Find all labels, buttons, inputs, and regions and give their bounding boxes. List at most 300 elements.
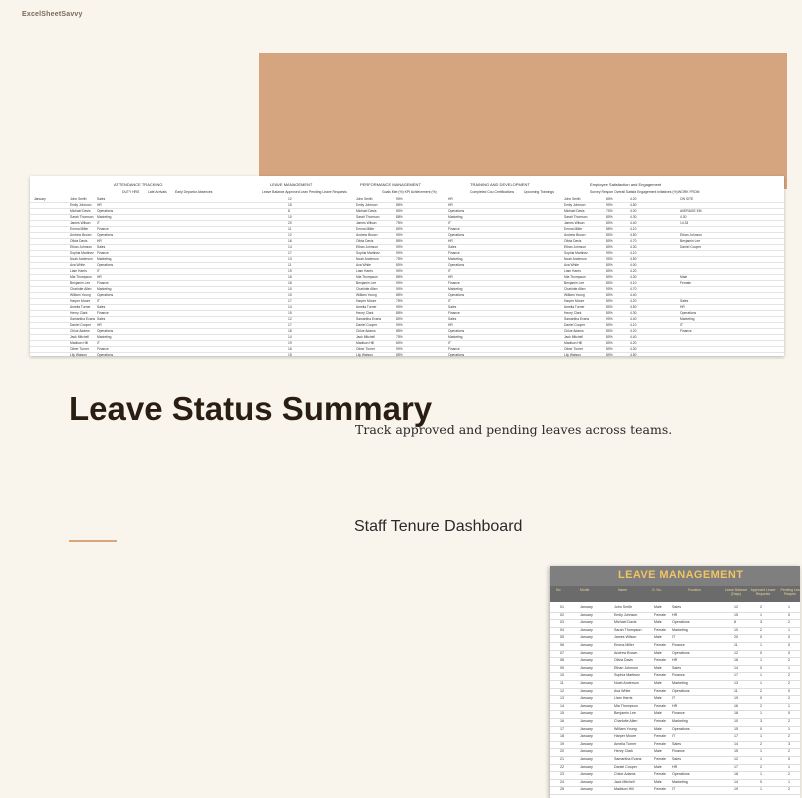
sheet-cell: 80% xyxy=(606,299,613,303)
sheet-cell: Michael Davis xyxy=(356,209,377,213)
sheet-cell: 85% xyxy=(396,293,403,297)
sheet-cell: 90% xyxy=(396,197,403,201)
group-header: LEAVE MANAGEMENT xyxy=(270,182,313,187)
sheet-cell: Male xyxy=(680,275,688,279)
sheet-cell: 80% xyxy=(606,245,613,249)
sheet-cell: 4.70 xyxy=(630,287,637,291)
table-cell: 2 xyxy=(788,658,790,663)
sheet-cell: James Wilson xyxy=(356,221,377,225)
table-cell: 02 xyxy=(560,612,564,617)
sheet-cell: Chloe Adams xyxy=(564,329,584,333)
table-cell: HR xyxy=(672,658,678,663)
sheet-cell: Amelia Turner xyxy=(564,305,585,309)
table-cell: Male xyxy=(654,779,662,784)
table-cell: 13 xyxy=(734,681,738,685)
sheet-cell: 75% xyxy=(396,257,403,261)
table-cell: Female xyxy=(654,627,666,632)
sheet-cell: Andrew Brown xyxy=(356,233,378,237)
sheet-cell: Amelia Turner xyxy=(70,305,91,309)
sheet-cell: Operations xyxy=(680,311,697,315)
table-cell: 2 xyxy=(788,673,790,678)
sheet-cell: William Young xyxy=(356,293,377,297)
sheet-cell: Henry Clark xyxy=(564,311,582,315)
table-cell: 2 xyxy=(788,787,790,792)
sheet-cell: 90% xyxy=(606,257,613,261)
table-cell: 1 xyxy=(788,627,790,632)
table-cell: 2 xyxy=(788,734,790,739)
sheet-cell: 85% xyxy=(396,275,403,279)
table-cell: 0 xyxy=(760,635,762,640)
sheet-cell: Noah Anderson xyxy=(356,257,379,261)
table-cell: 14 xyxy=(734,665,738,670)
table-cell: Male xyxy=(654,711,662,716)
sheet-cell: Lily Watson xyxy=(70,353,87,357)
sheet-cell: Finance xyxy=(97,251,109,255)
table-cell: 01 xyxy=(560,605,564,609)
sheet-cell: Sales xyxy=(448,305,457,309)
sheet-cell: 4.50 xyxy=(630,257,637,261)
sheet-cell: Emily Johnson xyxy=(70,203,92,207)
table-cell: Marketing xyxy=(672,779,688,784)
table-cell: 0 xyxy=(788,711,790,716)
table-cell: January xyxy=(580,719,593,723)
table-cell: 1 xyxy=(760,734,762,739)
table-cell: Male xyxy=(654,665,662,670)
table-cell: 14 xyxy=(734,741,738,746)
sheet-cell: 17 xyxy=(288,299,292,303)
sheet-cell: Operations xyxy=(97,233,114,237)
sheet-cell: 85% xyxy=(396,329,403,333)
sheet-cell: Ethan Johnson xyxy=(564,245,586,249)
sub-header: Completed Cou Certifications xyxy=(470,190,515,194)
table-cell: HR xyxy=(672,703,678,708)
table-cell: January xyxy=(580,658,593,663)
sheet-cell: Marketing xyxy=(448,257,463,261)
table-cell: 0 xyxy=(760,779,762,784)
sheet-cell: Noah Anderson xyxy=(564,257,587,261)
sheet-cell: 80% xyxy=(606,323,613,327)
group-header: PERFORMANCE MANAGEMENT xyxy=(360,182,421,187)
sheet-cell: IT xyxy=(448,299,451,303)
subtitle: Staff Tenure Dashboard xyxy=(354,518,523,535)
sheet-cell: Finance xyxy=(448,311,460,315)
table-cell: 18 xyxy=(734,711,738,716)
sheet-cell: 4.00 xyxy=(630,209,637,213)
table-cell: 04 xyxy=(560,627,564,632)
table-cell: 10 xyxy=(734,627,738,632)
table-cell: 10 xyxy=(560,673,564,678)
sheet-cell: HR xyxy=(97,275,102,279)
sheet-cell: Ava White xyxy=(356,263,371,267)
group-header: Employee Satisfaction and Engagement xyxy=(590,182,662,187)
sheet-cell: 90% xyxy=(396,269,403,273)
sheet-cell: 90% xyxy=(396,323,403,327)
sheet-cell: Liam Harris xyxy=(356,269,373,273)
sheet-cell: 8 xyxy=(288,209,290,213)
sheet-cell: Operations xyxy=(448,233,465,237)
sheet-cell: Operations xyxy=(97,353,114,357)
sheet-cell: Amelia Turner xyxy=(356,305,377,309)
table-cell: January xyxy=(580,764,593,769)
table-cell: 09 xyxy=(560,665,564,670)
sheet-cell: 90% xyxy=(606,287,613,291)
sheet-cell: 85% xyxy=(396,239,403,243)
sheet-cell: 80% xyxy=(396,227,403,231)
sheet-cell: HR xyxy=(448,197,453,201)
table-cell: Finance xyxy=(672,643,685,647)
table-cell: 1 xyxy=(760,787,762,792)
table-cell: 3 xyxy=(788,741,790,746)
sheet-cell: 4.10 xyxy=(630,323,637,327)
sheet-cell: 14 xyxy=(288,305,292,309)
sheet-cell: Finance xyxy=(448,251,460,255)
table-cell: 17 xyxy=(734,673,738,678)
sheet-cell: Daniel Cooper xyxy=(564,323,586,327)
sheet-cell: 80% xyxy=(606,293,613,297)
sheet-cell: Marketing xyxy=(448,287,463,291)
sheet-cell: 90% xyxy=(396,305,403,309)
table-cell: Amelia Turner xyxy=(614,741,637,746)
table-cell: 1 xyxy=(788,764,790,769)
table-cell: Sales xyxy=(672,741,681,746)
table-cell: 0 xyxy=(788,650,790,655)
sheet-cell: Operations xyxy=(448,329,465,333)
table-cell: Emily Johnson xyxy=(614,612,638,617)
sheet-cell: Sales xyxy=(97,245,106,249)
table-cell: Sales xyxy=(672,605,681,609)
sheet-cell: Sophia Martinez xyxy=(564,251,588,255)
table-cell: Marketing xyxy=(672,719,688,723)
table-cell: 1 xyxy=(760,757,762,761)
sheet-cell: Marketing xyxy=(97,257,112,261)
sheet-cell: James Wilson xyxy=(564,221,585,225)
table-cell: Female xyxy=(654,772,666,777)
table-cell: January xyxy=(580,627,593,632)
table-cell: Female xyxy=(654,658,666,663)
sheet-cell: Marketing xyxy=(97,287,112,291)
table-cell: Male xyxy=(654,726,662,731)
sub-header: DUTY HRS xyxy=(122,190,140,194)
table-cell: Charlotte Allen xyxy=(614,719,638,723)
sheet-cell: Sarah Thomson xyxy=(70,215,94,219)
table-cell: 18 xyxy=(560,734,564,739)
table-cell: January xyxy=(580,696,593,701)
sheet-cell: Olivia Davis xyxy=(70,239,88,243)
table-cell: 15 xyxy=(734,726,738,731)
sheet-cell: 4.20 xyxy=(630,299,637,303)
table-cell: Female xyxy=(654,734,666,739)
table-cell: Marketing xyxy=(672,627,688,632)
table-cell: 2 xyxy=(788,719,790,723)
sheet-cell: 19 xyxy=(288,269,292,273)
sheet-cell: Daniel Cooper xyxy=(680,245,702,249)
sheet-cell: 4.30 xyxy=(680,215,687,219)
table-cell: 8 xyxy=(734,620,736,625)
sheet-cell: 4.40 xyxy=(630,317,637,321)
sheet-cell: Sales xyxy=(97,197,106,201)
sheet-cell: Olivia Davis xyxy=(564,239,582,243)
sheet-cell: 4.20 xyxy=(630,329,637,333)
table-cell: Operations xyxy=(672,650,690,655)
sheet-cell: Emma Miller xyxy=(70,227,89,231)
table-cell: Andrew Brown xyxy=(614,650,638,655)
sheet-cell: Lily Watson xyxy=(564,353,581,357)
sheet-cell: Finance xyxy=(97,347,109,351)
table-cell: January xyxy=(580,681,593,685)
table-cell: Operations xyxy=(672,620,690,625)
table-cell: IT xyxy=(672,696,676,701)
sheet-cell: 80% xyxy=(396,317,403,321)
spreadsheet-preview xyxy=(30,176,784,356)
sheet-cell: 4.50 xyxy=(630,203,637,207)
sheet-cell: Marketing xyxy=(680,317,695,321)
table-cell: 11 xyxy=(560,681,564,685)
brand-logo: ExcelSheetSavvy xyxy=(22,11,83,18)
table-cell: January xyxy=(580,772,593,777)
sheet-cell: 11 xyxy=(288,263,292,267)
table-cell: Female xyxy=(654,703,666,708)
sheet-cell: HR xyxy=(97,323,102,327)
table-cell: 1 xyxy=(760,772,762,777)
sheet-cell: 80% xyxy=(606,311,613,315)
table-cell: 19 xyxy=(734,696,738,701)
table-cell: 19 xyxy=(734,787,738,792)
sheet-cell: HR xyxy=(97,203,102,207)
column-header: Pending Lea Reques xyxy=(780,588,800,596)
sheet-cell: 4.10 xyxy=(630,281,637,285)
table-cell: 15 xyxy=(734,749,738,754)
sheet-cell: 80% xyxy=(606,239,613,243)
sheet-cell: Chloe Adams xyxy=(356,329,376,333)
sheet-cell: Samantha Evans xyxy=(356,317,382,321)
sheet-cell: 4.00 xyxy=(630,263,637,267)
table-cell: 0 xyxy=(760,650,762,655)
sub-header: Survey Respon Overall Satisfa Engagement Initiatives (%) xyxy=(590,190,678,194)
decorative-tan-block xyxy=(259,53,787,189)
sheet-cell: 15 xyxy=(288,293,292,297)
sheet-cell: 90% xyxy=(396,347,403,351)
column-header: Month xyxy=(580,588,590,592)
table-cell: Female xyxy=(654,643,666,647)
sheet-cell: Henry Clark xyxy=(356,311,374,315)
table-cell: January xyxy=(580,757,593,761)
sheet-cell: IT xyxy=(97,299,100,303)
sheet-cell: 80% xyxy=(606,353,613,357)
sheet-cell: Emily Johnson xyxy=(564,203,586,207)
sheet-cell: 15 xyxy=(288,353,292,357)
table-cell: 1 xyxy=(760,612,762,617)
sheet-cell: 10 xyxy=(288,215,292,219)
sheet-cell: 12 xyxy=(288,197,292,201)
table-cell: 2 xyxy=(788,772,790,777)
sheet-cell: Finance xyxy=(448,227,460,231)
table-cell: IT xyxy=(672,787,676,792)
sheet-cell: Sophia Martinez xyxy=(70,251,94,255)
sub-header: Late Arrivals xyxy=(148,190,167,194)
sheet-cell: 4.50 xyxy=(630,305,637,309)
sheet-cell: 15 xyxy=(288,203,292,207)
table-cell: Finance xyxy=(672,673,685,678)
table-cell: 12 xyxy=(734,605,738,609)
sheet-cell: 85% xyxy=(396,353,403,357)
table-cell: Benjamin Lee xyxy=(614,711,636,716)
table-cell: HR xyxy=(672,764,678,769)
sheet-cell: Harper Moore xyxy=(70,299,91,303)
sheet-cell: 80% xyxy=(606,269,613,273)
sheet-cell: 85% xyxy=(396,203,403,207)
leave-management-table xyxy=(550,566,800,798)
sheet-cell: 80% xyxy=(606,335,613,339)
sheet-cell: Sophia Martinez xyxy=(356,251,380,255)
sheet-cell: IT xyxy=(97,341,100,345)
sheet-cell: 80% xyxy=(606,347,613,351)
sheet-cell: 85% xyxy=(606,227,613,231)
table-cell: Michael Davis xyxy=(614,620,637,625)
table-cell: 22 xyxy=(560,764,564,769)
sheet-cell: 80% xyxy=(396,263,403,267)
table-cell: 0 xyxy=(788,688,790,693)
sheet-cell: 4.10 xyxy=(630,251,637,255)
sheet-cell: Sales xyxy=(97,305,106,309)
table-cell: January xyxy=(580,726,593,731)
table-cell: 0 xyxy=(760,696,762,701)
table-cell: 2 xyxy=(788,749,790,754)
sheet-cell: Benjamin Lee xyxy=(680,239,701,243)
sheet-cell: Mia Thompson xyxy=(356,275,378,279)
table-cell: 14 xyxy=(560,703,564,708)
sheet-cell: 70% xyxy=(606,209,613,213)
table-cell: 12 xyxy=(734,757,738,761)
table-cell: 2 xyxy=(788,681,790,685)
sheet-cell: John Smith xyxy=(356,197,373,201)
sheet-cell: 4.10 xyxy=(630,227,637,231)
table-cell: 16 xyxy=(734,703,738,708)
table-cell: William Young xyxy=(614,726,637,731)
sheet-row xyxy=(30,352,784,359)
page-title: Leave Status Summary xyxy=(69,390,433,427)
table-cell: 14 xyxy=(734,779,738,784)
sheet-cell: HR xyxy=(680,305,685,309)
table-cell: 24 xyxy=(560,779,564,784)
sheet-cell: Emma Miller xyxy=(564,227,583,231)
sheet-cell: Michael Davis xyxy=(70,209,91,213)
sheet-cell: Jack Mitchell xyxy=(70,335,89,339)
sheet-cell: Charlotte Allen xyxy=(564,287,586,291)
table-cell: Male xyxy=(654,696,662,701)
table-cell: January xyxy=(580,703,593,708)
table-cell: Harper Moore xyxy=(614,734,637,739)
sheet-cell: 14 xyxy=(288,245,292,249)
table-cell: John Smith xyxy=(614,605,632,609)
sheet-cell: Operations xyxy=(97,263,114,267)
table-cell: 1 xyxy=(788,703,790,708)
sheet-cell: Operations xyxy=(448,293,465,297)
table-cell: Jack Mitchell xyxy=(614,779,635,784)
table-cell: January xyxy=(580,673,593,678)
sheet-cell: 90% xyxy=(396,281,403,285)
sheet-cell: 75% xyxy=(396,335,403,339)
sheet-cell: Benjamin Lee xyxy=(356,281,377,285)
table-cell: Sarah Thompson xyxy=(614,627,642,632)
table-cell: 1 xyxy=(788,665,790,670)
sheet-cell: Marketing xyxy=(448,215,463,219)
table-cell: HR xyxy=(672,612,678,617)
table-cell: Operations xyxy=(672,688,690,693)
table-cell: Noah Anderson xyxy=(614,681,639,685)
sheet-cell: Sales xyxy=(97,317,106,321)
sheet-cell: Ethan Johnson xyxy=(356,245,378,249)
table-cell: Sophia Martinez xyxy=(614,673,640,678)
sheet-cell: 85% xyxy=(396,311,403,315)
sheet-cell: Finance xyxy=(448,347,460,351)
table-cell: 16 xyxy=(560,719,564,723)
table-cell: 06 xyxy=(560,643,564,647)
group-header: ATTENDANCE TRACKING xyxy=(114,182,163,187)
sheet-cell: Marketing xyxy=(448,335,463,339)
table-cell: 2 xyxy=(788,696,790,701)
sheet-cell: IT xyxy=(97,221,100,225)
sheet-cell: 90% xyxy=(606,203,613,207)
sheet-cell: Liam Harris xyxy=(564,269,581,273)
sub-header: Goals Met (%) KPI Achievement (%) xyxy=(382,190,437,194)
sheet-cell: IT xyxy=(680,323,683,327)
sheet-cell: Female xyxy=(680,281,691,285)
sheet-cell: Harper Moore xyxy=(564,299,585,303)
sheet-cell: Noah Anderson xyxy=(70,257,93,261)
sheet-cell: 16 xyxy=(288,239,292,243)
sheet-cell: 4.30 xyxy=(630,311,637,315)
table-cell: 19 xyxy=(560,741,564,746)
column-headers xyxy=(550,586,800,602)
table-cell: Ava White xyxy=(614,688,631,693)
sheet-cell: 4.20 xyxy=(630,269,637,273)
table-cell: January xyxy=(580,711,593,716)
sheet-cell: Ava White xyxy=(564,263,579,267)
sheet-cell: 12 xyxy=(288,317,292,321)
table-cell: 12 xyxy=(734,650,738,655)
sheet-cell: Ethan Johnson xyxy=(70,245,92,249)
sheet-cell: Finance xyxy=(97,281,109,285)
table-cell: 18 xyxy=(734,772,738,777)
table-cell: 3 xyxy=(760,719,762,723)
table-cell: 2 xyxy=(760,764,762,769)
sheet-cell: 4.50 xyxy=(630,353,637,357)
sheet-cell: Operations xyxy=(448,263,465,267)
table-cell: 20 xyxy=(560,749,564,754)
table-cell: 08 xyxy=(560,658,564,663)
sheet-cell: 4.50 xyxy=(630,233,637,237)
sheet-cell: 4.70 xyxy=(630,239,637,243)
table-cell: 3 xyxy=(760,620,762,625)
sheet-cell: 80% xyxy=(606,221,613,225)
sheet-cell: HR xyxy=(448,323,453,327)
sheet-cell: 14.33 xyxy=(680,221,689,225)
sheet-cell: Jack Mitchell xyxy=(564,335,583,339)
table-cell: January xyxy=(580,665,593,670)
table-cell: Female xyxy=(654,673,666,678)
sheet-cell: 90% xyxy=(396,251,403,255)
sheet-cell: HR xyxy=(448,239,453,243)
table-cell: Sales xyxy=(672,757,681,761)
table-cell: 1 xyxy=(788,726,790,731)
table-cell: 0 xyxy=(788,757,790,761)
sheet-cell: Operations xyxy=(448,353,465,357)
sheet-cell: 88% xyxy=(396,215,403,219)
table-cell: Female xyxy=(654,741,666,746)
sheet-cell: 80% xyxy=(606,275,613,279)
table-cell: 07 xyxy=(560,650,564,655)
table-cell: 23 xyxy=(560,772,564,777)
